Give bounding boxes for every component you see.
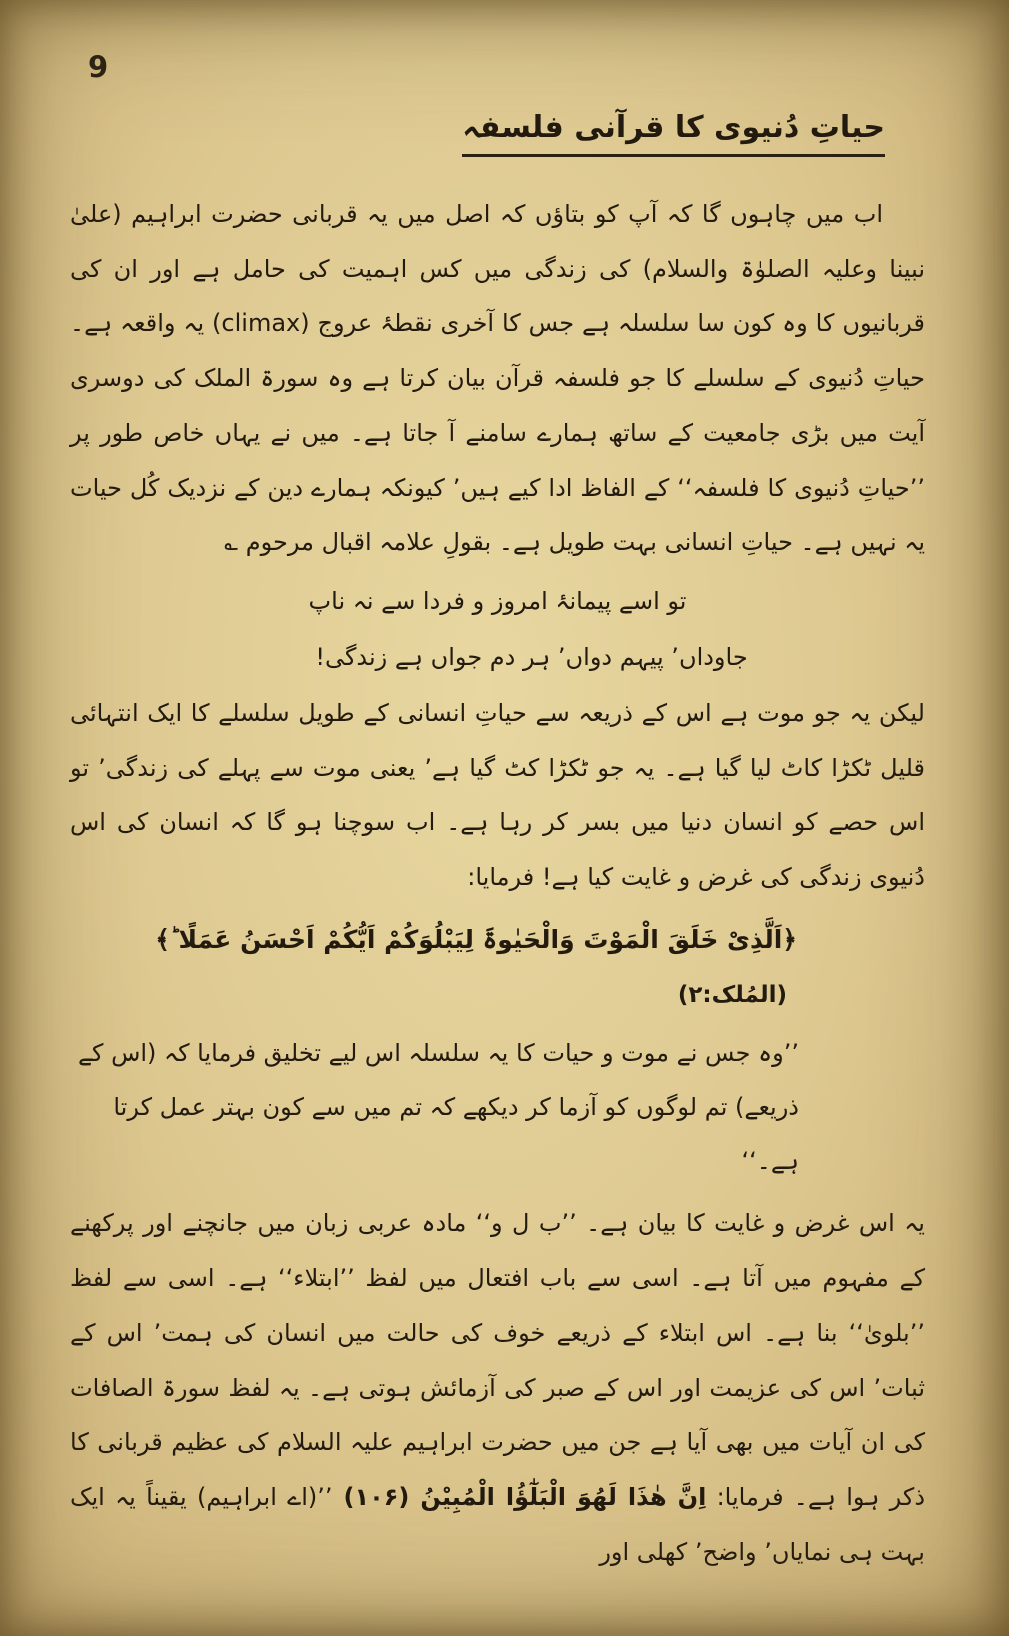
page-number: 9: [88, 50, 109, 84]
verse-translation: ’’وہ جس نے موت و حیات کا یہ سلسلہ اس لیے تخلیق فرمایا کہ (اس کے ذریعے) تم لوگوں کو آزما کر دیکھے کہ تم میں سے کون بہتر عمل کرتا ہے۔‘‘: [77, 1039, 799, 1176]
quran-verse-row: [70, 913, 797, 1021]
paragraph-ibtila-text: یہ اس غرض و غایت کا بیان ہے۔ ’’ب ل و‘‘ مادہ عربی زبان میں جانچنے اور پرکھنے کے مفہوم میں آتا ہے۔ اسی سے باب افتعال میں لفظ ’’ابتلاء‘‘ ہے۔ اسی سے لفظ ’’بلویٰ‘‘ بنا ہے۔ اس ابتلاء کے ذریعے خوف کی حالت میں انسان کی ہمت’ اس کے ثبات’ اس کی عزیمت اور اس کے صبر کی آزمائش ہوتی ہے۔ یہ لفظ سورۃ الصافات کی ان آیات میں بھی آیا ہے جن میں حضرت ابراہیم علیہ السلام کی عظیم قربانی کا ذکر ہوا ہے۔ فرمایا:: [70, 1209, 926, 1511]
section-heading: حیاتِ دُنیوی کا قرآنی فلسفہ: [462, 110, 885, 157]
poetry-line-2: جاوداں’ پیہم دواں’ ہر دم جواں ہے زندگی!: [315, 643, 748, 672]
paragraph-intro: اب میں چاہوں گا کہ آپ کو بتاؤں کہ اصل میں یہ قربانی حضرت ابراہیم (علیٰ نبینا وعلیہ الصلوٰۃ والسلام) کی زندگی میں کس اہمیت کی حامل ہے اور ان کی قربانیوں کا وہ کون سا سلسلہ ہے جس کا آخری نقطۂ عروج (climax) یہ واقعہ ہے۔ حیاتِ دُنیوی کے سلسلے کا جو فلسفہ قرآن بیان کرتا ہے وہ سورۃ الملک کی دوسری آیت میں بڑی جامعیت کے ساتھ ہمارے سامنے آ جاتا ہے۔ میں نے یہاں خاص طور پر ’’حیاتِ دُنیوی کا فلسفہ‘‘ کے الفاظ ادا کیے ہیں’ کیونکہ ہمارے دین کے نزدیک کُل حیات یہ نہیں ہے۔ حیاتِ انسانی بہت طویل ہے۔ بقولِ علامہ اقبال مرحوم ؎: [70, 200, 925, 557]
heading-row: [70, 110, 885, 157]
inline-arabic-quote: اِنَّ ھٰذَا لَھُوَ الْبَلٰٓؤُا الْمُبِیْنُ (۱۰۶): [332, 1483, 707, 1511]
paragraph-ibtila: [70, 1196, 925, 1579]
poetry-line-1: تو اسے پیمانۂ امروز و فردا سے نہ ناپ: [308, 587, 687, 616]
quran-verse-arabic: ﴿اَلَّذِیْ خَلَقَ الْمَوْتَ وَالْحَیٰوۃَ لِیَبْلُوَکُمْ اَیُّکُمْ اَحْسَنُ عَمَلًا ؕ﴾: [155, 924, 797, 954]
quran-verse-reference: (المُلک:۲): [677, 981, 787, 1008]
paragraph-ibtila-tail: ’’(اے ابراہیم) یقیناً یہ ایک بہت ہی نمایاں’ واضح’ کھلی اور: [70, 1483, 925, 1566]
paragraph-death-life: لیکن یہ جو موت ہے اس کے ذریعہ سے حیاتِ انسانی کے طویل سلسلے کا ایک انتہائی قلیل ٹکڑا کاٹ لیا گیا ہے۔ یہ جو ٹکڑا کٹ گیا ہے’ یعنی موت سے پہلے کی زندگی’ تو اس حصے کو انسان دنیا میں بسر کر رہا ہے۔ اب سوچنا ہو گا کہ انسان کی اس دُنیوی زندگی کی غرض و غایت کیا ہے! فرمایا:: [70, 699, 925, 892]
